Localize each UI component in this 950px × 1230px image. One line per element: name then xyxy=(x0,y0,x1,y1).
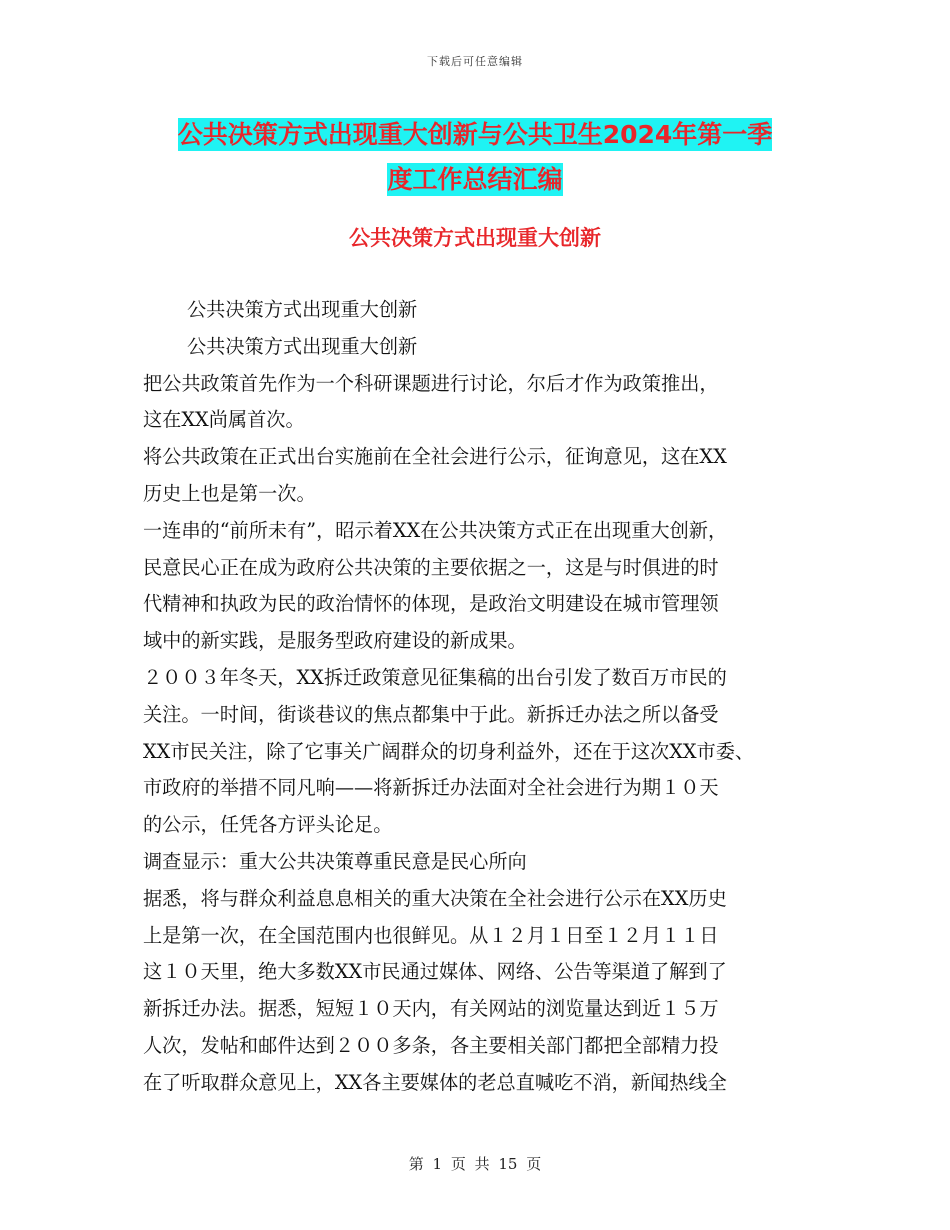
body-line: 上是第一次，在全国范围内也很鲜见。从１２月１日至１２月１１日 xyxy=(143,923,719,947)
section-title: 公共决策方式出现重大创新 xyxy=(349,226,601,250)
header-note: 下载后可任意编辑 xyxy=(427,55,523,68)
body-line: 域中的新实践，是服务型政府建设的新成果。 xyxy=(143,629,527,653)
body-text xyxy=(143,292,808,1102)
body-line: 一连串的“前所未有”，昭示着XX在公共决策方式正在出现重大创新， xyxy=(143,518,728,542)
body-line: 将公共政策在正式出台实施前在全社会进行公示，征询意见，这在XX xyxy=(143,445,727,469)
body-line: 新拆迁办法。据悉，短短１０天内，有关网站的浏览量达到近１５万 xyxy=(143,997,719,1021)
body-line: 这１０天里，绝大多数XX市民通过媒体、网络、公告等渠道了解到了 xyxy=(143,960,727,984)
body-line: 关注。一时间，街谈巷议的焦点都集中于此。新拆迁办法之所以备受 xyxy=(143,702,719,726)
body-line: 在了听取群众意见上，XX各主要媒体的老总直喊吃不消，新闻热线全 xyxy=(143,1070,727,1094)
body-line: 的公示，任凭各方评头论足。 xyxy=(143,813,393,837)
body-line: 调查显示：重大公共决策尊重民意是民心所向 xyxy=(143,849,527,873)
body-line: XX市民关注，除了它事关广阔群众的切身利益外，还在于这次XX市委、 xyxy=(143,739,755,763)
body-line: 市政府的举措不同凡响——将新拆迁办法面对全社会进行为期１０天 xyxy=(143,776,719,800)
body-line: 公共决策方式出现重大创新 xyxy=(187,334,418,358)
body-line: ２００３年冬天，XX拆迁政策意见征集稿的出台引发了数百万市民的 xyxy=(143,665,727,689)
body-line: 代精神和执政为民的政治情怀的体现，是政治文明建设在城市管理领 xyxy=(143,592,719,616)
document-title-line-1: 公共决策方式出现重大创新与公共卫生2024年第一季 xyxy=(177,120,773,149)
body-line: 公共决策方式出现重大创新 xyxy=(187,298,418,321)
body-line: 历史上也是第一次。 xyxy=(143,481,316,505)
body-line: 据悉，将与群众利益息息相关的重大决策在全社会进行公示在XX历史 xyxy=(143,886,727,910)
document-title xyxy=(0,112,950,202)
body-line: 人次，发帖和邮件达到２００多条，各主要相关部门都把全部精力投 xyxy=(143,1033,719,1057)
body-line: 民意民心正在成为政府公共决策的主要依据之一，这是与时俱进的时 xyxy=(143,555,719,579)
body-line: 这在XX尚属首次。 xyxy=(143,408,305,432)
document-title-line-2: 度工作总结汇编 xyxy=(387,165,563,194)
page-footer: 第 1 页 共 15 页 xyxy=(408,1155,542,1173)
body-line: 把公共政策首先作为一个科研课题进行讨论，尔后才作为政策推出， xyxy=(143,371,719,395)
